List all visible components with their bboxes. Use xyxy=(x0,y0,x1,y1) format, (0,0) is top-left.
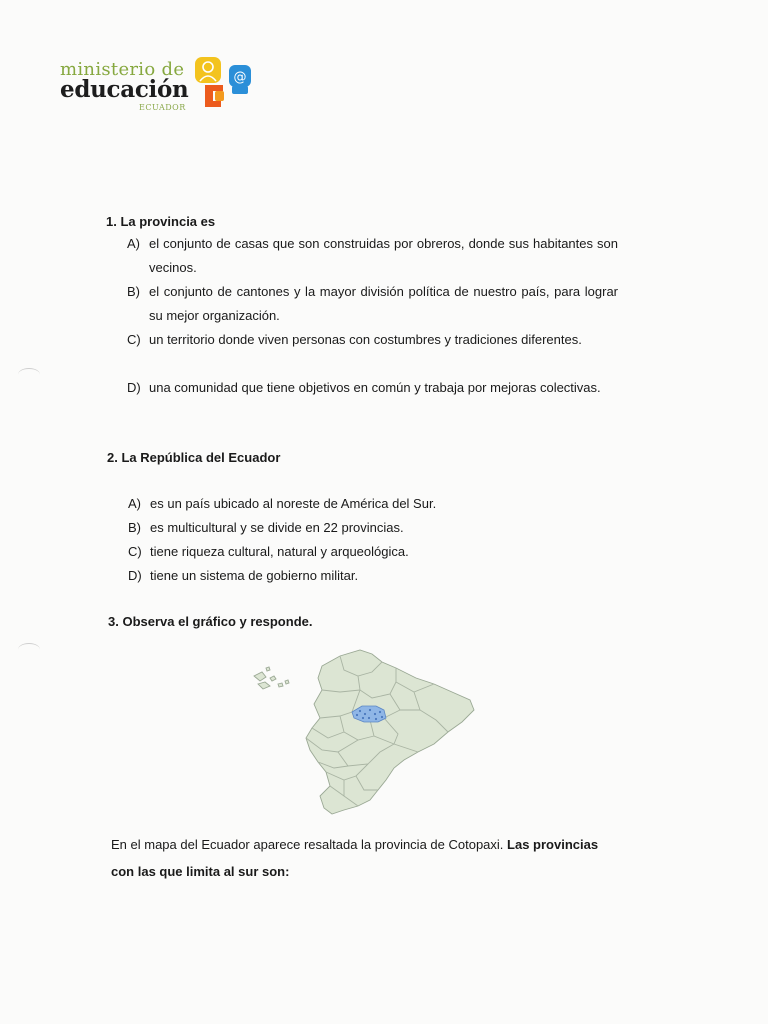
ministerio-emblem-icon xyxy=(193,55,257,113)
option-text: el conjunto de casas que son construidas por obreros, donde sus habitantes son vecinos. xyxy=(149,236,618,275)
paragraph-normal-text: En el mapa del Ecuador aparece resaltada la provincia de Cotopaxi. xyxy=(111,837,504,852)
option-text: un territorio donde viven personas con costumbres y tradiciones diferentes. xyxy=(149,332,582,347)
binder-hole-mark xyxy=(18,643,40,656)
binder-hole-mark xyxy=(18,368,40,381)
option-letter: B) xyxy=(127,284,140,299)
option-text: es un país ubicado al noreste de América del Sur. xyxy=(150,496,437,511)
option-letter: C) xyxy=(128,544,142,559)
question-3-title: 3. Observa el gráfico y responde. xyxy=(108,614,313,629)
option-letter: A) xyxy=(128,496,141,511)
option-letter: C) xyxy=(127,332,141,347)
option-text: tiene riqueza cultural, natural y arqueológica. xyxy=(150,544,409,559)
ministerio-logo xyxy=(60,55,260,117)
galapagos-islands xyxy=(254,667,289,689)
svg-text:@: @ xyxy=(233,70,247,85)
option-text: el conjunto de cantones y la mayor división política de nuestro país, para lograr su mejor organización. xyxy=(149,284,618,323)
map-question-paragraph xyxy=(111,831,623,885)
logo-line3: ECUADOR xyxy=(139,103,186,112)
question-1-title: 1. La provincia es xyxy=(106,214,216,229)
option-letter: B) xyxy=(128,520,141,535)
option-text: tiene un sistema de gobierno militar. xyxy=(150,568,359,583)
option-letter: D) xyxy=(127,380,141,395)
question-2-title: 2. La República del Ecuador xyxy=(107,450,281,465)
option-text: es multicultural y se divide en 22 provincias. xyxy=(150,520,404,535)
option-letter: D) xyxy=(128,568,142,583)
logo-line1: ministerio de xyxy=(60,59,185,80)
option-text: una comunidad que tiene objetivos en común y trabaja por mejoras colectivas. xyxy=(149,380,601,395)
ecuador-map xyxy=(248,648,480,820)
option-letter: A) xyxy=(127,236,140,251)
logo-line2: educación xyxy=(60,76,189,103)
ecuador-mainland xyxy=(306,650,474,814)
paragraph-bold-text: Las provincias con las que limita al sur son: xyxy=(111,837,599,879)
